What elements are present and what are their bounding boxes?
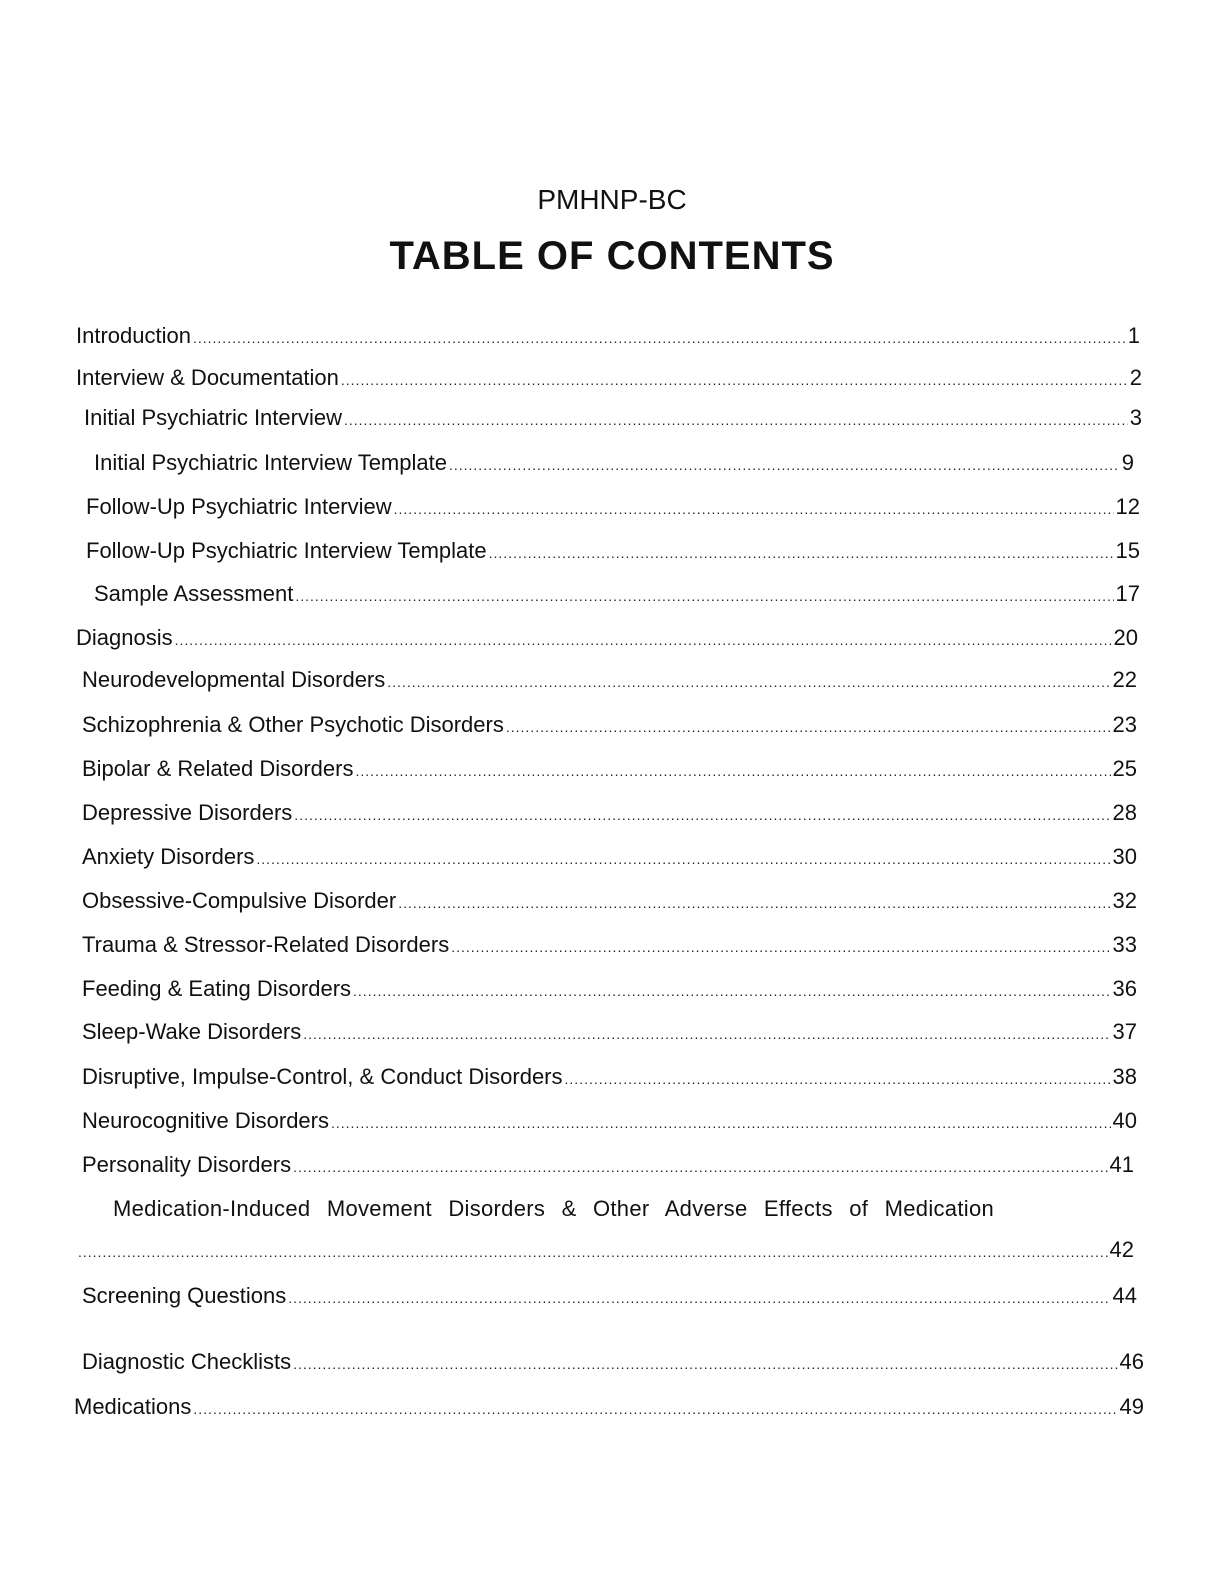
toc-entry[interactable] [82,931,1137,959]
toc-dot-leader [341,366,1128,394]
toc-entry-label: Neurocognitive Disorders [82,1108,329,1133]
toc-dot-leader [293,1153,1107,1181]
toc-entry-page: 17 [1115,581,1140,606]
toc-entry-page: 37 [1112,1019,1137,1044]
toc-entry-label: Screening Questions [82,1283,287,1308]
toc-dot-leader [293,1350,1117,1378]
toc-entry[interactable] [76,364,1142,392]
toc-dot-leader [256,845,1110,873]
toc-entry-label: Follow-Up Psychiatric Interview [86,494,392,519]
toc-entry-page: 1 [1127,323,1140,348]
toc-entry-page: 32 [1112,888,1137,913]
toc-entry-label: Sleep-Wake Disorders [82,1019,302,1044]
toc-entry-page: 2 [1129,365,1142,390]
toc-entry[interactable] [86,537,1140,565]
toc-dot-leader [295,582,1113,610]
toc-entry-label: Diagnosis [76,625,173,650]
toc-entry-page: 12 [1115,494,1140,519]
toc-entry-page: 44 [1112,1283,1137,1308]
toc-entry[interactable] [94,580,1140,608]
toc-entry-label: Sample Assessment [94,581,294,606]
toc-entry-label-long[interactable]: Medication-Induced Movement Disorders & Other Adverse Effects of Medication [113,1196,995,1221]
toc-entry[interactable] [82,1348,1144,1376]
toc-entry-label: Feeding & Eating Disorders [82,976,352,1001]
toc-dot-leader [394,495,1114,523]
toc-entry[interactable] [78,1236,1134,1264]
toc-dot-leader [175,626,1112,654]
toc-entry[interactable] [82,1018,1137,1046]
toc-entry-page: 49 [1119,1394,1144,1419]
toc-entry[interactable] [82,1063,1137,1091]
toc-entry-page: 46 [1119,1349,1144,1374]
toc-entry[interactable] [82,1107,1137,1135]
toc-entry-label: Depressive Disorders [82,800,293,825]
toc-dot-leader [489,539,1114,567]
toc-entry-page: 30 [1112,844,1137,869]
toc-entry-label: Follow-Up Psychiatric Interview Template [86,538,487,563]
toc-entry-label: Personality Disorders [82,1152,292,1177]
toc-entry-page: 36 [1112,976,1137,1001]
toc-dot-leader [451,933,1110,961]
toc-entry-page: 22 [1112,667,1137,692]
toc-dot-leader [506,713,1111,741]
toc-dot-leader [353,977,1110,1005]
toc-entry[interactable] [82,843,1137,871]
toc-dot-leader [449,451,1120,479]
toc-dot-leader [331,1109,1111,1137]
toc-dot-leader [193,1395,1117,1423]
toc-entry[interactable] [86,493,1140,521]
toc-entry-label: Bipolar & Related Disorders [82,756,354,781]
toc-dot-leader [288,1284,1110,1312]
toc-entry[interactable] [82,711,1137,739]
toc-entry[interactable] [82,887,1137,915]
toc-dot-leader [294,801,1110,829]
toc-entry-label: Neurodevelopmental Disorders [82,667,386,692]
toc-dot-leader [565,1065,1111,1093]
toc-dot-leader [398,889,1110,917]
toc-entry[interactable] [74,1393,1144,1421]
toc-entry[interactable] [82,1151,1134,1179]
toc-entry-label: Introduction [76,323,191,348]
toc-entry-label: Schizophrenia & Other Psychotic Disorders [82,712,504,737]
toc-dot-leader [355,757,1110,785]
toc-entry-page: 40 [1112,1108,1137,1133]
toc-entry[interactable] [82,666,1137,694]
toc-entry-page: 28 [1112,800,1137,825]
toc-entry[interactable] [82,755,1137,783]
toc-entry-label: Initial Psychiatric Interview [84,405,342,430]
toc-dot-leader [193,324,1126,352]
toc-entry-page: 20 [1113,625,1138,650]
toc-entry-label: Interview & Documentation [76,365,339,390]
toc-entry[interactable] [94,449,1134,477]
toc-entry[interactable] [76,322,1140,350]
toc-entry[interactable] [82,975,1137,1003]
toc-entry[interactable] [82,799,1137,827]
toc-dot-leader [387,668,1110,696]
toc-entry-page: 38 [1112,1064,1137,1089]
toc-entry-label: Diagnostic Checklists [82,1349,292,1374]
toc-entry-page: 42 [1109,1237,1134,1262]
document-subtitle: PMHNP-BC [537,184,687,215]
toc-entry-page: 3 [1129,405,1142,430]
toc-entry-label: Trauma & Stressor-Related Disorders [82,932,450,957]
toc-dot-leader [344,406,1128,434]
toc-entry-label: Anxiety Disorders [82,844,255,869]
toc-dot-leader [303,1020,1110,1048]
toc-entry-label: Obsessive-Compulsive Disorder [82,888,397,913]
page-title: TABLE OF CONTENTS [389,234,835,278]
toc-entry-page: 25 [1112,756,1137,781]
toc-entry-page: 15 [1115,538,1140,563]
toc-entry-page: 23 [1112,712,1137,737]
toc-entry-page: 9 [1121,450,1134,475]
toc-dot-leader [78,1238,1108,1266]
toc-entry[interactable] [84,404,1142,432]
toc-entry-label: Medications [74,1394,192,1419]
toc-entry-page: 33 [1112,932,1137,957]
toc-entry-page: 41 [1109,1152,1134,1177]
toc-entry[interactable] [82,1282,1137,1310]
toc-entry[interactable] [76,624,1138,652]
toc-entry-label: Initial Psychiatric Interview Template [94,450,447,475]
toc-entry-label: Disruptive, Impulse-Control, & Conduct Disorders [82,1064,563,1089]
